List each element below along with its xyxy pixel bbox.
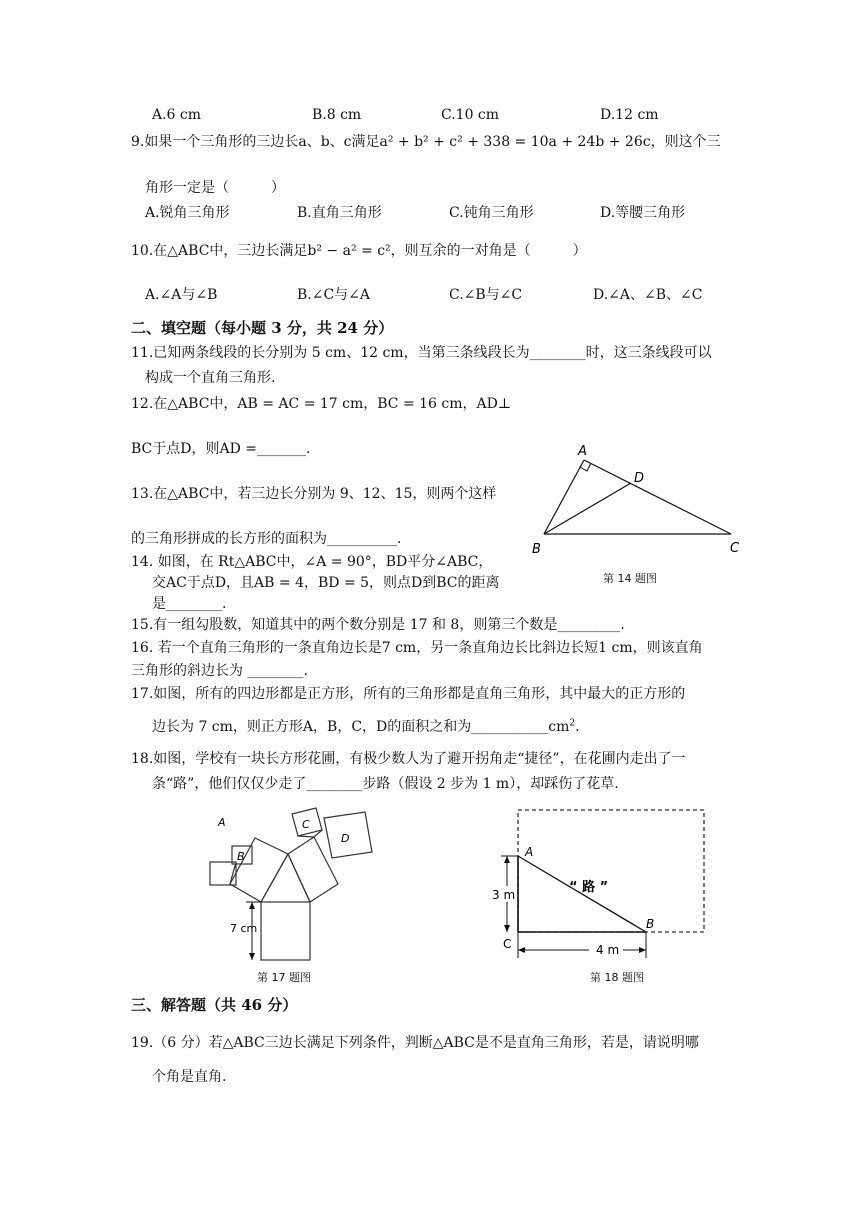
fig14-label-c: C bbox=[730, 541, 740, 556]
figure-14-triangle bbox=[528, 440, 758, 590]
q8-option-d: D.12 cm bbox=[600, 107, 659, 123]
q11-text-line2: 构成一个直角三角形. bbox=[145, 370, 276, 386]
q12-text-line2: BC于点D，则AD =_______. bbox=[131, 441, 311, 457]
fig14-label-a: A bbox=[578, 444, 587, 459]
fig18-road-label: “ 路 ” bbox=[569, 880, 609, 895]
q9-option-c: C.钝角三角形 bbox=[449, 205, 534, 221]
fig18-dimension-3m: 3 m bbox=[492, 888, 516, 902]
q18-text-line1: 18.如图，学校有一块长方形花圃，有极少数人为了避开拐角走“捷径”，在花圃内走出了一 bbox=[131, 751, 686, 767]
q14-text-line2: 交AC于点D，且AB = 4，BD = 5，则点D到BC的距离 bbox=[152, 575, 500, 591]
fig17-label-b: B bbox=[237, 850, 245, 863]
q8-option-a: A.6 cm bbox=[152, 107, 202, 123]
q9-text-line1: 9.如果一个三角形的三边长a、b、c满足a² + b² + c² + 338 = 10a + 24b + 26c，则这个三 bbox=[131, 134, 721, 150]
fig17-label-d: D bbox=[341, 832, 350, 845]
q9-text-line2: 角形一定是（ ） bbox=[145, 180, 285, 196]
q10-option-a: A.∠A与∠B bbox=[145, 287, 218, 303]
q10-text-line1: 10.在△ABC中，三边长满足b² − a² = c²，则互余的一对角是（ ） bbox=[131, 243, 587, 259]
section-title-solutions: 三、解答题（共 46 分） bbox=[131, 996, 298, 1014]
q16-text-line1: 16. 若一个直角三角形的一条直角边长是7 cm，另一条直角边长比斜边长短1 cm，则该直角 bbox=[131, 640, 703, 656]
fig17-dimension-label: 7 cm bbox=[230, 922, 258, 935]
q19-text-line2: 个角是直角. bbox=[152, 1069, 227, 1085]
fig18-label-c: C bbox=[503, 937, 512, 951]
figure-17-squares bbox=[200, 800, 390, 970]
q8-option-b: B.8 cm bbox=[312, 107, 362, 123]
q9-option-a: A.锐角三角形 bbox=[145, 205, 230, 221]
fig18-caption: 第 18 题图 bbox=[590, 971, 644, 984]
q17-text-line2: 边长为 7 cm，则正方形A，B，C，D的面积之和为$\_\_\_\_\_\_\_\_\_\_\_cm^2$. bbox=[152, 718, 580, 735]
q17-text-line1: 17.如图，所有的四边形都是正方形，所有的三角形都是直角三角形，其中最大的正方形的 bbox=[131, 686, 686, 702]
fig18-label-b: B bbox=[646, 917, 655, 931]
fig14-label-b: B bbox=[532, 542, 541, 557]
q10-option-d: D.∠A、∠B、∠C bbox=[593, 287, 703, 303]
q10-option-c: C.∠B与∠C bbox=[449, 287, 523, 303]
q13-text-line2: 的三角形拼成的长方形的面积为__________. bbox=[131, 531, 402, 547]
fig17-caption: 第 17 题图 bbox=[257, 971, 311, 984]
q15-text: 15.有一组勾股数，知道其中的两个数分别是 17 和 8，则第三个数是_________. bbox=[131, 617, 625, 633]
fig18-label-a: A bbox=[525, 845, 534, 859]
q11-text-line1: 11.已知两条线段的长分别为 5 cm、12 cm，当第三条线段长为________时，这三条线段可以 bbox=[131, 345, 712, 361]
q12-text-line1: 12.在△ABC中，AB = AC = 17 cm，BC = 16 cm，AD⊥ bbox=[131, 396, 512, 412]
q10-option-b: B.∠C与∠A bbox=[297, 287, 371, 303]
fig14-label-d: D bbox=[634, 471, 645, 486]
fig17-label-a: A bbox=[218, 816, 226, 829]
fig17-label-c: C bbox=[302, 818, 310, 831]
fig18-dimension-4m: 4 m bbox=[596, 943, 620, 957]
q13-text-line1: 13.在△ABC中，若三边长分别为 9、12、15，则两个这样 bbox=[131, 486, 497, 502]
q19-text-line1: 19.（6 分）若△ABC三边长满足下列条件，判断△ABC是不是直角三角形，若是，请说明哪 bbox=[131, 1035, 699, 1051]
q18-text-line2: 条“路”，他们仅仅少走了________步路（假设 2 步为 1 m），却踩伤了花草. bbox=[152, 776, 619, 792]
q9-option-d: D.等腰三角形 bbox=[600, 205, 686, 221]
figure-18-garden bbox=[485, 800, 715, 970]
q14-text-line1: 14. 如图，在 Rt△ABC中，∠A = 90°，BD平分∠ABC， bbox=[131, 554, 493, 570]
section-title-fill-in: 二、填空题（每小题 3 分，共 24 分） bbox=[131, 319, 394, 337]
q9-option-b: B.直角三角形 bbox=[297, 205, 382, 221]
fig14-caption: 第 14 题图 bbox=[603, 572, 657, 585]
q8-option-c: C.10 cm bbox=[441, 107, 500, 123]
q14-text-line3: 是________. bbox=[152, 596, 227, 612]
q16-text-line2: 三角形的斜边长为 ________. bbox=[131, 663, 308, 679]
